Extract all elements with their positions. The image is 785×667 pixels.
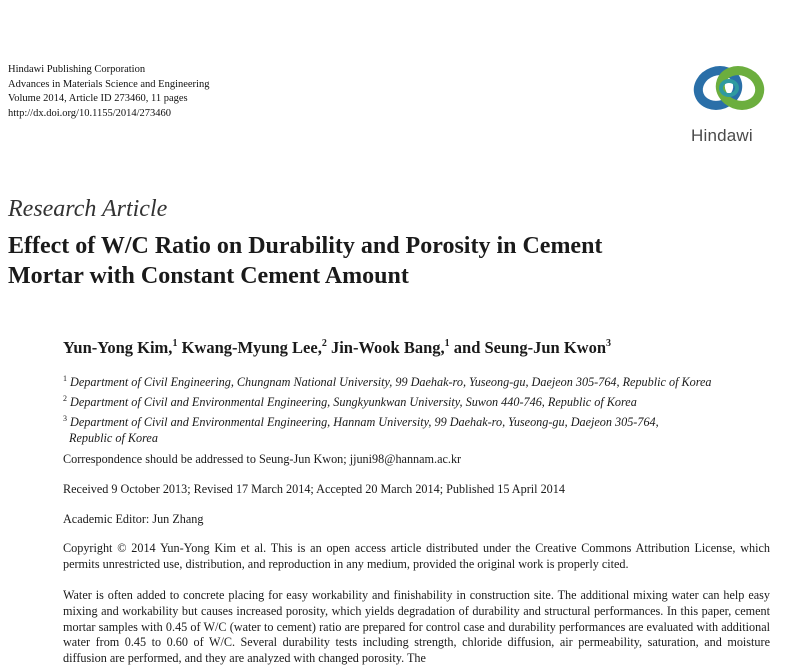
affiliation-continuation: Republic of Korea [69,431,158,446]
affiliation-sup: 3 [63,413,67,423]
doi-link[interactable]: http://dx.doi.org/10.1155/2014/273460 [8,107,172,119]
copyright-notice: Copyright © 2014 Yun-Yong Kim et al. This is an open access article distributed under the Creative Commons Attribution License, which permits unrestricted use, distribution, and reproduction in any medium, provided the original work is properly cited. [63,541,770,571]
author-name: Kwang-Myung Lee, [181,338,322,357]
affiliation-sup: 1 [63,374,67,383]
academic-editor: Academic Editor: Jun Zhang [63,512,204,526]
title-line-1: Effect of W/C Ratio on Durability and Porosity in Cement [8,233,603,259]
affiliation-text: Department of Civil and Environmental Engineering, Hannam University, 99 Daehak-ro, Yuseong-gu, Daejeon 305-764, [70,414,659,429]
author-name: Yun-Yong Kim, [63,338,173,357]
author-sup: 3 [606,338,612,349]
affiliation-sup: 2 [63,393,67,403]
abstract-text: Water is often added to concrete placing for easy workability and finishability in construction site. The additional mixing water can help easy mixing and workability but causes increased porosity, which yields degradation of durability and structural performances. In this paper, cement mortar samples with 0.45 of W/C (water to cement) ratio are prepared for control case and durability performances are evaluated with additional water from 0.45 to 0.60 of W/C. Several durability tests including strength, chloride diffusion, air permeability, saturation, and moisture diffusion are performed, and they are analyzed with changed porosity. The [63,588,770,666]
author-name: and Seung-Jun Kwon [453,338,607,357]
affiliation-text: Department of Civil and Environmental Engineering, Sungkyunkwan University, Suwon 440-746, Republic of Korea [70,394,637,409]
journal-name-line: Advances in Materials Science and Engineering [8,78,210,90]
journal-meta [8,63,209,121]
article-type: Research Article [8,196,168,222]
affiliations [63,371,773,447]
author-sup: 2 [321,338,327,349]
author-name: Jin-Wook Bang, [330,338,445,357]
hindawi-logo-word: Hindawi [691,126,753,145]
author-sup: 1 [172,338,178,349]
article-title [8,231,778,291]
correspondence: Correspondence should be addressed to Seung-Jun Kwon; jjuni98@hannam.ac.kr [63,452,462,466]
affiliation-text: Department of Civil Engineering, Chungnam National University, 99 Daehak-ro, Yuseong-gu, Daejeon 305-764, Republic of Korea [70,375,712,389]
publisher-line: Hindawi Publishing Corporation [8,64,146,75]
author-sup: 1 [444,338,450,349]
affiliation-item [63,371,773,391]
affiliation-item [63,391,773,411]
affiliation-item [63,411,773,431]
dates-line: Received 9 October 2013; Revised 17 March 2014; Accepted 20 March 2014; Published 15 April 2014 [63,482,565,496]
author-list [63,338,611,358]
title-line-2: Mortar with Constant Cement Amount [8,263,409,289]
volume-line: Volume 2014, Article ID 273460, 11 pages [8,93,188,105]
